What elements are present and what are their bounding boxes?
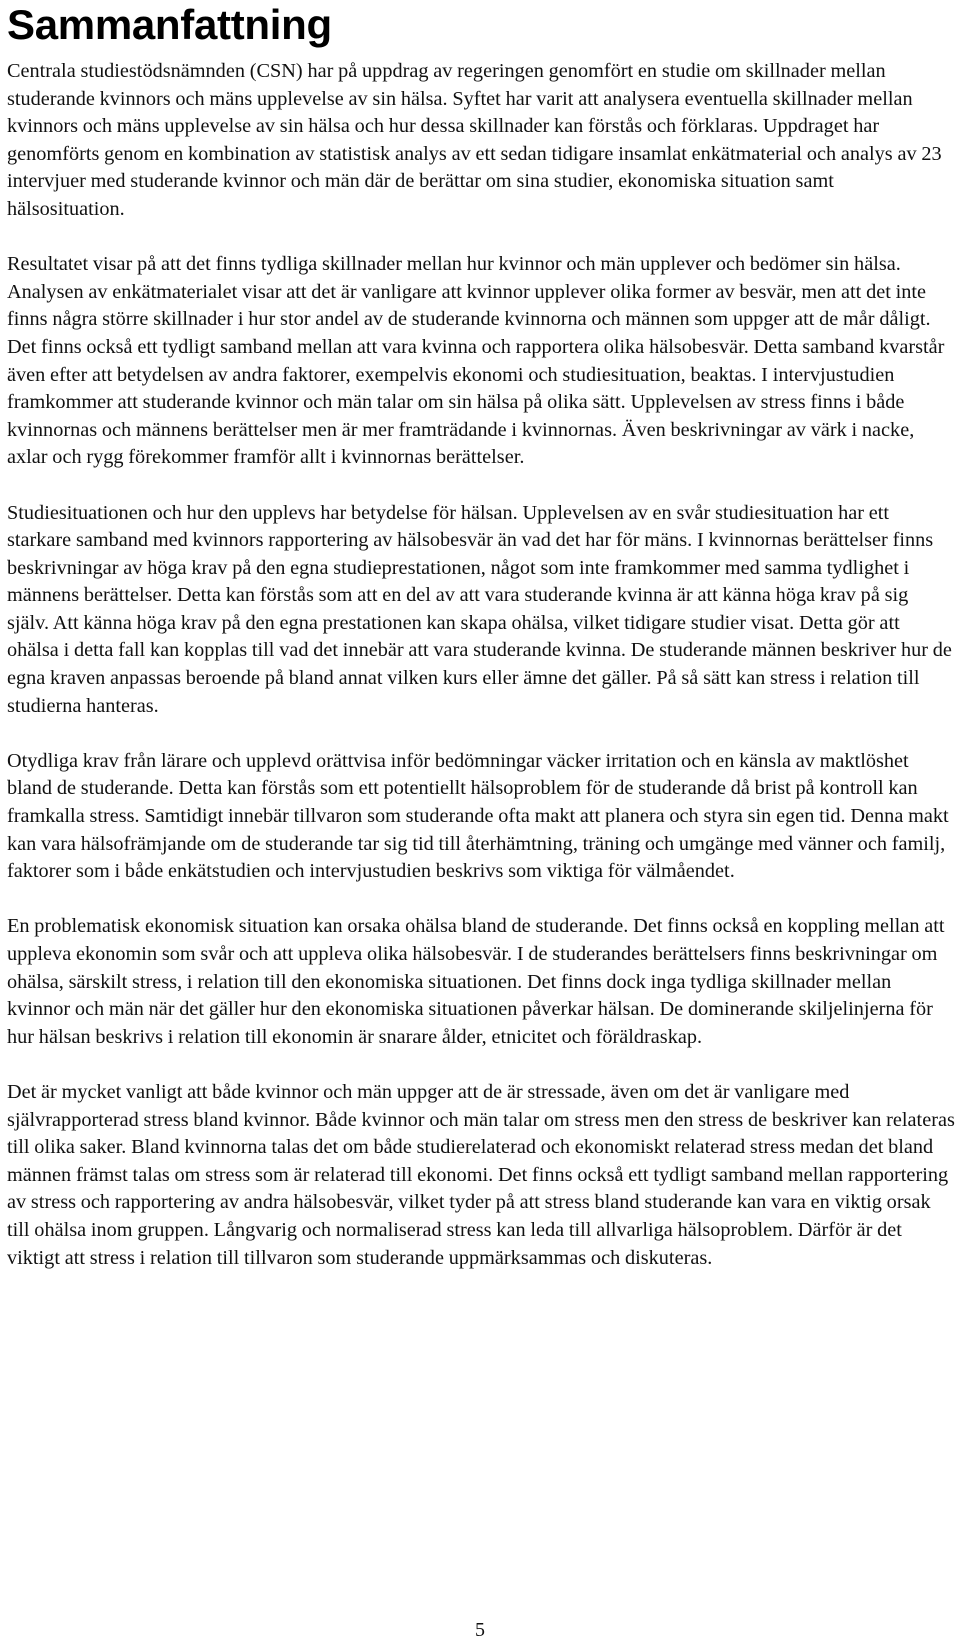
paragraph-study-situation: Studiesituationen och hur den upplevs har betydelse för hälsan. Upplevelsen av en svår studiesituation har ett starkare samband med kvinnors rapportering av hälsobesvär än vad det har för mäns. I kvinnornas berättelser finns beskrivningar av höga krav på den egna studieprestationen, något som inte framkommer med samma tydlighet i männens berättelser. Detta kan förstås som att en del av att vara studerande kvinna är att känna höga krav på sig själv. Att känna höga krav på den egna prestationen kan skapa ohälsa, vilket tidigare studier visat. Detta gör att ohälsa i detta fall kan kopplas till vad det innebär att vara studerande kvinna. De studerande männen beskriver hur de egna kraven anpassas beroende på bland annat vilken kurs eller ämne det gäller. På så sätt kan stress i relation till studierna hanteras. — [7, 501, 952, 717]
document-page — [7, 0, 955, 1300]
page-number: 5 — [475, 1619, 485, 1641]
page-title: Sammanfattning — [7, 1, 332, 48]
paragraph-stress: Det är mycket vanligt att både kvinnor och män uppger att de är stressade, även om det är vanligare med självrapporterad stress bland kvinnor. Både kvinnor och män talar om stress men den stress de beskriver kan relateras till olika saker. Bland kvinnorna talas det om både studierelaterad och ekonomiskt relaterad stress medan det bland männen främst talas om stress som är relaterad till ekonomi. Det finns också ett tydligt samband mellan rapportering av stress och rapportering av andra hälsobesvär, vilket tyder på att stress bland studerande kan vara en viktig orsak till ohälsa inom gruppen. Långvarig och normaliserad stress kan leda till allvarliga hälsoproblem. Därför är det viktigt att stress i relation till tillvaron som studerande uppmärksammas och diskuteras. — [7, 1080, 955, 1269]
paragraph-unclear-demands: Otydliga krav från lärare och upplevd orättvisa inför bedömningar väcker irritation och en känsla av maktlöshet bland de studerande. Detta kan förstås som ett potentiellt hälsoproblem för de studerande då brist på kontroll kan framkalla stress. Samtidigt innebär tillvaron som studerande ofta makt att planera och styra sin egen tid. Denna makt kan vara hälsofrämjande om de studerande tar sig tid till återhämtning, träning och umgänge med vänner och familj, faktorer som i både enkätstudien och intervjustudien beskrivs som viktiga för välmåendet. — [7, 749, 949, 883]
paragraph-economy: En problematisk ekonomisk situation kan orsaka ohälsa bland de studerande. Det finns också en koppling mellan att uppleva ekonomin som svår och att uppleva olika hälsobesvär. I de studerandes berättelsers finns beskrivningar om ohälsa, särskilt stress, i relation till den ekonomiska situationen. Det finns dock inga tydliga skillnader mellan kvinnor och män när det gäller hur den ekonomiska situationen påverkar hälsan. De dominerande skiljelinjerna för hur hälsan beskrivs i relation till ekonomin är snarare ålder, etnicitet och föräldraskap. — [7, 915, 945, 1048]
paragraph-results: Resultatet visar på att det finns tydliga skillnader mellan hur kvinnor och män upplever och bedömer sin hälsa. Analysen av enkätmaterialet visar att det är vanligare att kvinnor upplever olika former av besvär, men att det inte finns några större skillnader i hur stor andel av de studerande kvinnorna och männen som uppger att de mår dåligt. Det finns också ett tydligt samband mellan att vara kvinna och rapportera olika hälsobesvär. Detta samband kvarstår även efter att betydelsen av andra faktorer, exempelvis ekonomi och studiesituation, beaktas. I intervjustudien framkommer att studerande kvinnor och män talar om sin hälsa på olika sätt. Upplevelsen av stress finns i både kvinnornas och männens berättelser men är mer framträdande i kvinnornas. Även beskrivningar av värk i nacke, axlar och rygg förekommer framför allt i kvinnornas berättelser. — [7, 253, 945, 469]
summary-body — [7, 58, 955, 1272]
paragraph-intro: Centrala studiestödsnämnden (CSN) har på uppdrag av regeringen genomfört en studie om skillnader mellan studerande kvinnors och mäns upplevelse av sin hälsa. Syftet har varit att analysera eventuella skillnader mellan kvinnors och mäns upplevelse av sin hälsa och hur dessa skillnader kan förstås och förklaras. Uppdraget har genomförts genom en kombination av statistisk analys av ett sedan tidigare insamlat enkätmaterial och analys av 23 intervjuer med studerande kvinnor och män där de berättar om sina studier, ekonomiska situation samt hälsosituation. — [7, 60, 942, 220]
